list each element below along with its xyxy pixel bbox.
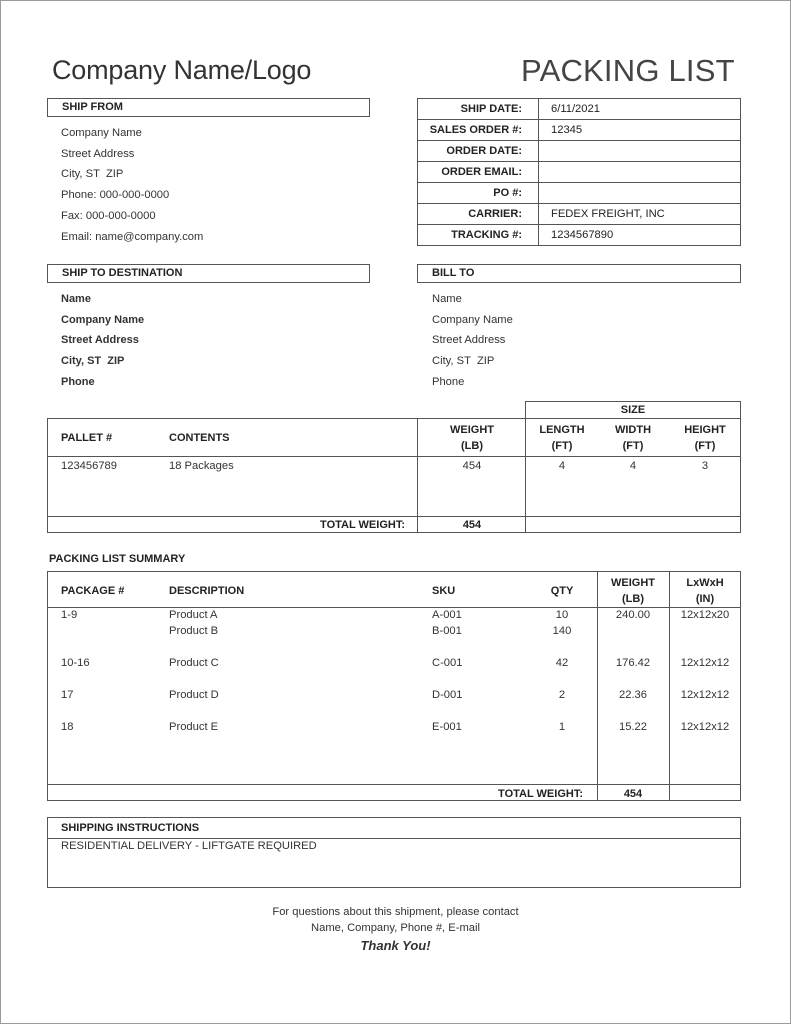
pallet-weight-header: WEIGHT (LB) — [450, 424, 494, 452]
bill-to-line: Street Address — [432, 334, 506, 347]
order-info-label: SALES ORDER #: — [418, 120, 539, 141]
qty-header: QTY — [550, 585, 574, 597]
shipping-instructions-text: RESIDENTIAL DELIVERY - LIFTGATE REQUIRED — [61, 840, 317, 852]
dimensions-cell: 12x12x12 — [680, 689, 730, 701]
order-info-value: 6/11/2021 — [539, 99, 741, 120]
order-info-value — [539, 162, 741, 183]
order-info-row — [418, 141, 741, 162]
ship-to-line: Phone — [61, 375, 95, 388]
qty-cell: 140 — [552, 625, 572, 637]
order-info-label: CARRIER: — [418, 204, 539, 225]
sku-cell: C-001 — [432, 657, 463, 669]
qty-cell: 2 — [558, 689, 566, 701]
description-cell: Product E — [169, 721, 219, 733]
ship-to-line: City, ST ZIP — [61, 355, 125, 368]
order-info-value — [539, 183, 741, 204]
order-info-label: ORDER DATE: — [418, 141, 539, 162]
bill-to-line: Name — [432, 293, 462, 305]
ship-to-line: Street Address — [61, 334, 139, 347]
order-info-row — [418, 225, 741, 246]
order-info-row — [418, 183, 741, 204]
shipping-instructions-heading: SHIPPING INSTRUCTIONS — [61, 822, 200, 834]
order-info-label: TRACKING #: — [418, 225, 539, 246]
width-header: WIDTH (FT) — [614, 424, 652, 452]
contents-cell: 18 Packages — [169, 460, 234, 472]
order-info-row — [418, 204, 741, 225]
summary-heading: PACKING LIST SUMMARY — [49, 553, 186, 565]
sku-header: SKU — [432, 585, 456, 597]
company-name-logo: Company Name/Logo — [52, 55, 312, 85]
package-number-header: PACKAGE # — [61, 585, 125, 597]
weight-cell: 15.22 — [619, 721, 647, 733]
summary-weight-header: WEIGHT (LB) — [611, 577, 655, 605]
footer-thanks: Thank You! — [360, 938, 431, 953]
dimensions-header: LxWxH (IN) — [686, 577, 724, 605]
length-header: LENGTH (FT) — [539, 424, 585, 452]
pallet-number-header: PALLET # — [61, 432, 113, 444]
height-cell: 3 — [701, 460, 709, 472]
weight-cell: 176.42 — [615, 657, 651, 669]
qty-cell: 42 — [555, 657, 569, 669]
ship-from-line: Email: name@company.com — [61, 230, 204, 243]
ship-from-line: Phone: 000-000-0000 — [61, 189, 170, 202]
pallet-weight-cell: 454 — [462, 460, 482, 472]
sku-cell: E-001 — [432, 721, 462, 733]
bill-to-heading: BILL TO — [417, 264, 741, 283]
ship-from-details — [61, 123, 203, 247]
ship-to-line: Company Name — [61, 313, 145, 326]
order-info-row — [418, 99, 741, 120]
order-info-label: ORDER EMAIL: — [418, 162, 539, 183]
pallet-number-cell: 123456789 — [61, 460, 117, 472]
ship-to-line: Name — [61, 293, 91, 305]
order-info-row — [418, 120, 741, 141]
dimensions-cell: 12x12x12 — [680, 657, 730, 669]
pallet-total-weight-value: 454 — [462, 519, 482, 531]
ship-from-line: Fax: 000-000-0000 — [61, 209, 156, 222]
package-number-cell: 18 — [61, 721, 74, 733]
order-info-label: SHIP DATE: — [418, 99, 539, 120]
order-info-row — [418, 162, 741, 183]
sku-cell: B-001 — [432, 625, 462, 637]
description-cell: Product A — [169, 609, 218, 621]
bill-to-line: City, ST ZIP — [432, 355, 495, 368]
dimensions-cell: 12x12x12 — [680, 721, 730, 733]
ship-from-heading: SHIP FROM — [47, 98, 370, 117]
size-header: SIZE — [620, 404, 646, 416]
ship-to-details — [61, 289, 144, 393]
order-info-value: 1234567890 — [539, 225, 741, 246]
sku-cell: A-001 — [432, 609, 462, 621]
description-cell: Product D — [169, 689, 219, 701]
order-info-label: PO #: — [418, 183, 539, 204]
weight-cell: 22.36 — [619, 689, 647, 701]
bill-to-line: Company Name — [432, 313, 513, 326]
qty-cell: 1 — [558, 721, 566, 733]
dimensions-cell: 12x12x20 — [680, 609, 730, 621]
document-title: PACKING LIST — [521, 53, 735, 88]
summary-total-weight-value: 454 — [623, 788, 643, 800]
order-info-table — [417, 98, 741, 246]
weight-cell: 240.00 — [615, 609, 651, 621]
height-header: HEIGHT (FT) — [684, 424, 726, 452]
package-number-cell: 10-16 — [61, 657, 90, 669]
ship-from-line: Company Name — [61, 127, 142, 139]
footer — [1, 904, 790, 954]
summary-total-weight-label: TOTAL WEIGHT: — [498, 788, 583, 800]
bill-to-details — [432, 289, 513, 393]
qty-cell: 10 — [555, 609, 569, 621]
width-cell: 4 — [629, 460, 637, 472]
order-info-value — [539, 141, 741, 162]
ship-from-line: City, ST ZIP — [61, 168, 124, 181]
description-header: DESCRIPTION — [169, 585, 245, 597]
description-cell: Product C — [169, 657, 219, 669]
order-info-value: 12345 — [539, 120, 741, 141]
footer-contact-details: Name, Company, Phone #, E-mail — [311, 922, 480, 934]
pallet-total-weight-label: TOTAL WEIGHT: — [320, 519, 405, 531]
order-info-value: FEDEX FREIGHT, INC — [539, 204, 741, 225]
footer-contact-line: For questions about this shipment, please contact — [272, 906, 519, 918]
package-number-cell: 1-9 — [61, 609, 78, 621]
bill-to-line: Phone — [432, 375, 465, 388]
ship-to-heading: SHIP TO DESTINATION — [47, 264, 370, 283]
sku-cell: D-001 — [432, 689, 463, 701]
contents-header: CONTENTS — [169, 432, 230, 444]
length-cell: 4 — [558, 460, 566, 472]
ship-from-line: Street Address — [61, 147, 135, 160]
description-cell: Product B — [169, 625, 219, 637]
package-number-cell: 17 — [61, 689, 74, 701]
